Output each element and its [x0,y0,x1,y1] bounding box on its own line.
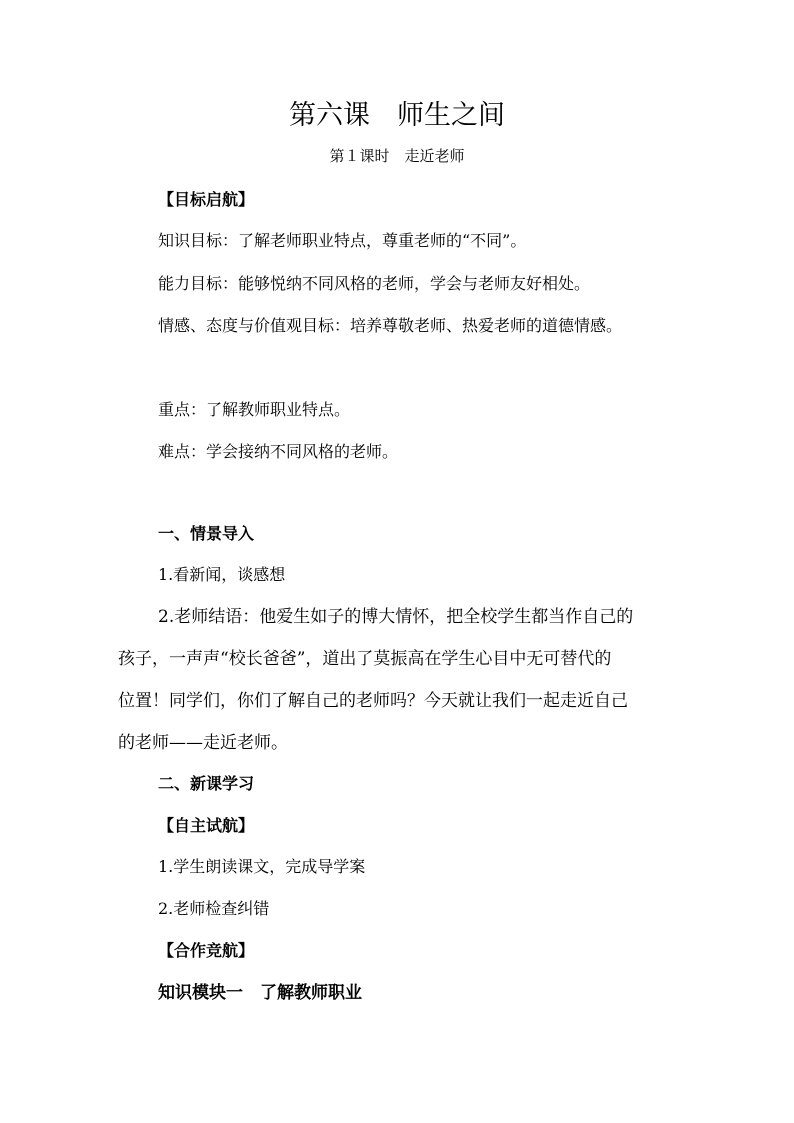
difficulty: 难点：学会接纳不同风格的老师。 [158,442,399,461]
page-title: 第六课 师生之间 [289,100,505,131]
goal-emotion: 情感、态度与价值观目标：培养尊敬老师、热爱老师的道德情感。 [158,316,623,335]
section1-heading: 一、情景导入 [158,524,255,543]
goal-ability: 能力目标：能够悦纳不同风格的老师，学会与老师友好相处。 [158,274,591,293]
section1-item1: 1.看新闻，谈感想 [158,565,286,584]
page-subtitle: 第１课时 走近老师 [329,147,465,165]
self-study-heading: 【自主试航】 [158,816,255,835]
self-study-item2: 2.老师检查纠错 [158,899,270,918]
section1-item2-line1: 2.老师结语：他爱生如子的博大情怀，把全校学生都当作自己的 [158,607,634,627]
section1-item2-line3: 位置！同学们，你们了解自己的老师吗？今天就让我们一起走近自己 [118,691,628,711]
knowledge-module-1: 知识模块一 了解教师职业 [158,983,362,1003]
section1-item2-line4: 的老师——走近老师。 [118,733,288,753]
section1-item2-line2: 孩子，一声声“校长爸爸”，道出了莫振高在学生心目中无可替代的 [118,649,612,669]
goals-heading: 【目标启航】 [158,190,255,209]
self-study-item1: 1.学生朗读课文，完成导学案 [158,857,366,876]
goal-knowledge: 知识目标：了解老师职业特点，尊重老师的“不同”。 [158,231,527,250]
key-point: 重点：了解教师职业特点。 [158,400,351,419]
cooperation-heading: 【合作竞航】 [158,941,255,960]
section2-heading: 二、新课学习 [158,774,255,793]
